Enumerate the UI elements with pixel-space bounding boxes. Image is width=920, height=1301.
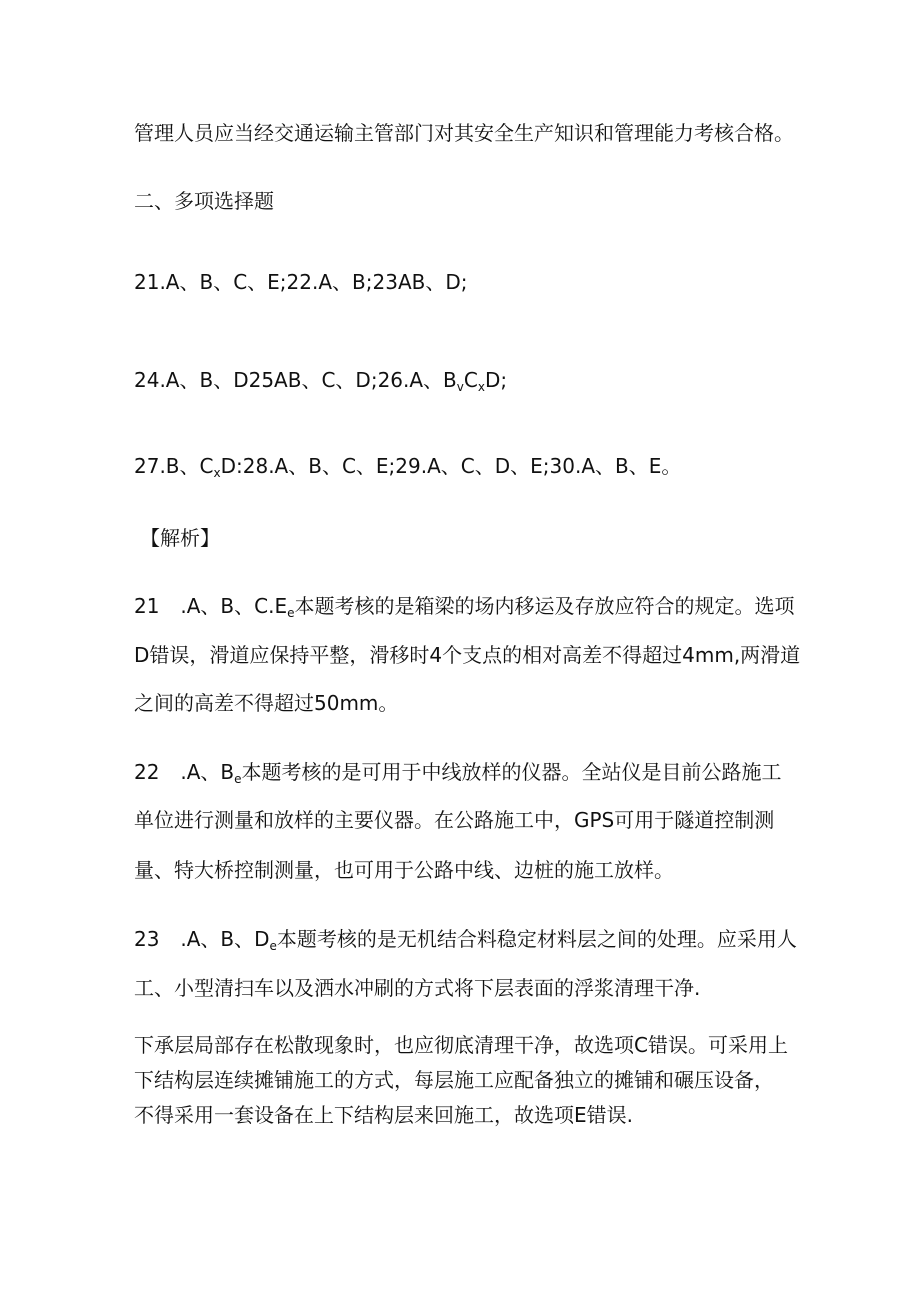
explanation-number: 22 (134, 760, 160, 784)
explanation-head: .A、B、C.E (174, 594, 288, 618)
explanation-22-line-3: 量、特大桥控制测量，也可用于公路中线、边桩的施工放样。 (134, 858, 674, 882)
answer-subscript: x (213, 466, 221, 480)
answer-text: D; (484, 368, 508, 392)
explanation-head: .A、B、D (174, 927, 270, 951)
explanation-text: 本题考核的是可用于中线放样的仪器。全站仪是目前公路施工 (241, 760, 782, 784)
explanation-23-line-1 (134, 926, 797, 959)
explanation-22-line-1 (134, 759, 782, 792)
answer-text: D:28.A、B、C、E;29.A、C、D、E;30.A、B、E。 (220, 454, 682, 478)
explanation-22-line-2: 单位进行测量和放样的主要仪器。在公路施工中，GPS可用于隧道控制测 (134, 808, 775, 832)
explanation-subscript: e (287, 606, 295, 620)
continuation-line-1: 下承层局部存在松散现象时，也应彻底清理干净，故选项C错误。可采用上 (134, 1033, 788, 1057)
answer-text: 21.A、B、C、E;22.A、B;23AB、D; (134, 270, 468, 294)
explanation-21-line-2: D错误，滑道应保持平整，滑移时4个支点的相对高差不得超过4mm,两滑道 (134, 643, 801, 667)
explanation-21-line-1 (134, 593, 794, 626)
explanation-number: 23 (134, 927, 160, 951)
answer-line-1 (134, 269, 468, 295)
answer-text: C (463, 368, 478, 392)
answer-line-3 (134, 453, 681, 486)
continuation-line-3: 不得采用一套设备在上下结构层来回施工，故选项E错误. (134, 1103, 633, 1127)
explanation-21-line-3: 之间的高差不得超过50mm。 (134, 691, 399, 715)
answer-subscript: x (477, 380, 485, 394)
section-title: 二、多项选择题 (134, 189, 274, 213)
explanation-subscript: e (269, 939, 277, 953)
explanation-subscript: e (234, 772, 242, 786)
explanation-23-line-2: 工、小型清扫车以及洒水冲刷的方式将下层表面的浮浆清理干净. (134, 976, 701, 1000)
analysis-heading: 【解析】 (140, 526, 220, 550)
answer-line-2 (134, 367, 507, 400)
answer-subscript: v (456, 380, 464, 394)
explanation-head: .A、B (174, 760, 235, 784)
explanation-number: 21 (134, 594, 160, 618)
explanation-text: 本题考核的是无机结合料稳定材料层之间的处理。应采用人 (276, 927, 797, 951)
answer-text: 24.A、B、D25AB、C、D;26.A、B (134, 368, 457, 392)
answer-text: 27.B、C (134, 454, 214, 478)
explanation-text: 本题考核的是箱梁的场内移运及存放应符合的规定。选项 (294, 594, 795, 618)
continuation-line-2: 下结构层连续摊铺施工的方式，每层施工应配备独立的摊铺和碾压设备， (134, 1068, 774, 1092)
intro-line: 管理人员应当经交通运输主管部门对其安全生产知识和管理能力考核合格。 (134, 121, 794, 145)
